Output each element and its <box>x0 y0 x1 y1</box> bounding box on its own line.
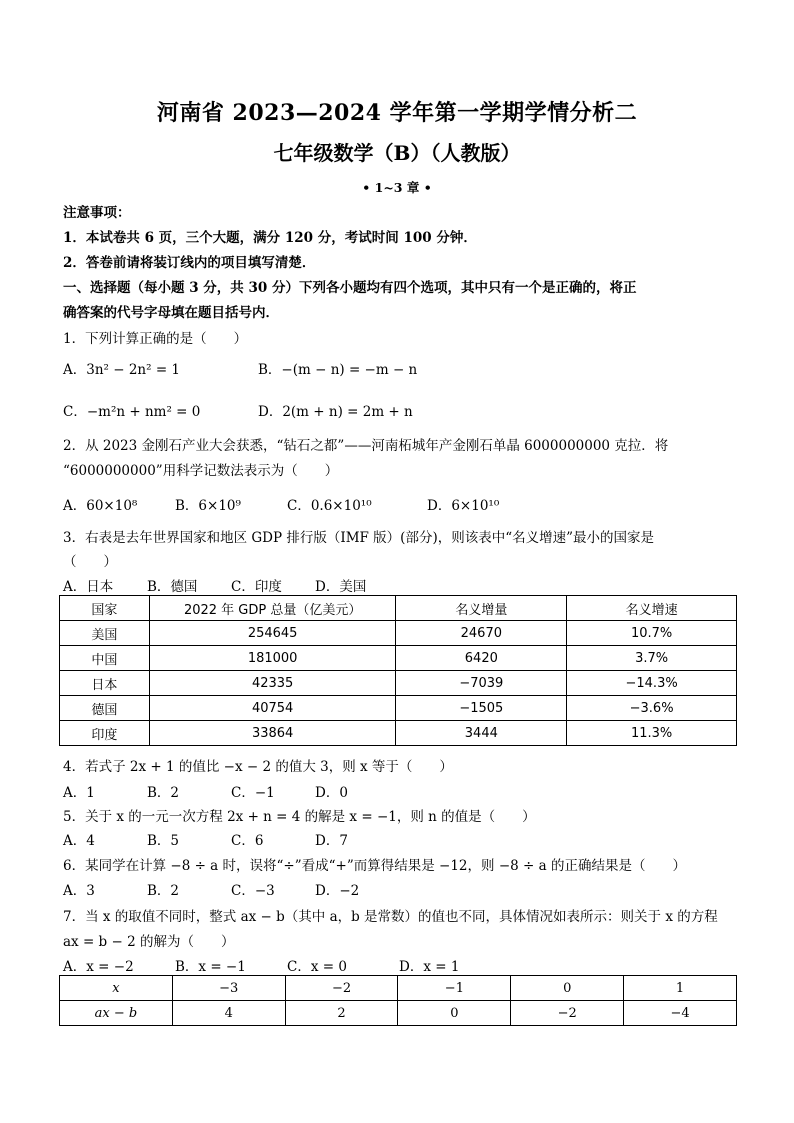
q6-option-d: D．−2 <box>315 883 360 899</box>
q1-option-a: A．3n² − 2n² = 1 <box>63 362 181 378</box>
q5-stem: 5．关于 x 的一元一次方程 2x + n = 4 的解是 x = −1，则 n 的值是（ ） <box>63 809 536 825</box>
q6-option-b: B．2 <box>147 883 180 899</box>
q7-option-d: D．x = 1 <box>399 959 460 975</box>
q4-option-c: C．−1 <box>231 785 275 801</box>
q1-option-d: D．2(m + n) = 2m + n <box>258 404 413 420</box>
table-cell: 0 <box>511 976 624 1001</box>
table-cell: −2 <box>285 976 398 1001</box>
table-cell: ax − b <box>60 1001 173 1026</box>
table-cell: 6420 <box>396 646 567 671</box>
table-row <box>60 621 737 646</box>
notes-heading: 注意事项： <box>63 205 131 221</box>
table-cell: x <box>60 976 173 1001</box>
q4-option-a: A．1 <box>63 785 95 801</box>
table-cell: −14.3% <box>567 671 737 696</box>
table-cell: 24670 <box>396 621 567 646</box>
table-cell: 中国 <box>60 646 150 671</box>
table-cell: 日本 <box>60 671 150 696</box>
q1-option-b: B．−(m − n) = −m − n <box>258 362 418 378</box>
q2-stem-line2: “6000000000”用科学记数法表示为（ ） <box>63 463 339 479</box>
q1-option-c: C．−m²n + nm² = 0 <box>63 404 201 420</box>
q2-option-d: D．6×10¹⁰ <box>427 498 500 514</box>
table-row <box>60 1001 737 1026</box>
gdp-table <box>59 595 737 746</box>
q3-stem-line2: （ ） <box>63 554 117 570</box>
q5-option-a: A．4 <box>63 833 95 849</box>
table-row <box>60 976 737 1001</box>
table-cell: 1 <box>624 976 737 1001</box>
gdp-header-increase: 名义增量 <box>396 596 567 621</box>
table-row <box>60 671 737 696</box>
q3-option-d: D．美国 <box>315 579 367 595</box>
table-cell: −3.6% <box>567 696 737 721</box>
q5-option-c: C．6 <box>231 833 264 849</box>
note-item-1: 1．本试卷共 6 页，三个大题，满分 120 分，考试时间 100 分钟． <box>63 230 477 246</box>
q3-option-c: C．印度 <box>231 579 282 595</box>
q7-option-a: A．x = −2 <box>63 959 134 975</box>
table-cell: 10.7% <box>567 621 737 646</box>
exam-title: 河南省 2023—2024 学年第一学期学情分析二 <box>156 100 638 126</box>
table-row <box>60 721 737 746</box>
table-cell: −1 <box>398 976 511 1001</box>
gdp-header-country: 国家 <box>60 596 150 621</box>
q2-stem-line1: 2．从 2023 金刚石产业大会获悉，“钻石之都”——河南柘城年产金刚石单晶 6000000000 克拉．将 <box>63 438 669 454</box>
q2-option-a: A．60×10⁸ <box>63 498 138 514</box>
table-cell: 印度 <box>60 721 150 746</box>
table-cell: 美国 <box>60 621 150 646</box>
q4-option-b: B．2 <box>147 785 180 801</box>
section1-instructions-line2: 确答案的代号字母填在题目括号内． <box>63 305 279 321</box>
table-cell: 40754 <box>149 696 396 721</box>
q3-stem-line1: 3．右表是去年世界国家和地区 GDP 排行版（IMF 版）(部分)，则该表中“名义增速”最小的国家是 <box>63 530 655 546</box>
table-cell: −2 <box>511 1001 624 1026</box>
table-cell: 11.3% <box>567 721 737 746</box>
table-cell: 254645 <box>149 621 396 646</box>
q1-stem: 1．下列计算正确的是（ ） <box>63 331 248 347</box>
table-row <box>60 646 737 671</box>
q7-stem-line2: ax = b − 2 的解为（ ） <box>63 934 235 950</box>
table-cell: 3444 <box>396 721 567 746</box>
gdp-table-header-row <box>60 596 737 621</box>
table-cell: 181000 <box>149 646 396 671</box>
table-cell: 3.7% <box>567 646 737 671</box>
q3-option-a: A．日本 <box>63 579 114 595</box>
q2-option-b: B．6×10⁹ <box>175 498 241 514</box>
table-cell: 德国 <box>60 696 150 721</box>
table-cell: 0 <box>398 1001 511 1026</box>
gdp-header-growth: 名义增速 <box>567 596 737 621</box>
q6-option-c: C．−3 <box>231 883 275 899</box>
table-cell: 2 <box>285 1001 398 1026</box>
q5-option-d: D．7 <box>315 833 348 849</box>
q4-option-d: D．0 <box>315 785 348 801</box>
q5-option-b: B．5 <box>147 833 180 849</box>
q4-stem: 4．若式子 2x + 1 的值比 −x − 2 的值大 3，则 x 等于（ ） <box>63 759 453 775</box>
chapter-range: • 1~3 章 • <box>362 180 432 195</box>
table-cell: −7039 <box>396 671 567 696</box>
table-cell: 42335 <box>149 671 396 696</box>
note-item-2: 2．答卷前请将装订线内的项目填写清楚． <box>63 255 316 271</box>
table-cell: 33864 <box>149 721 396 746</box>
table-cell: −4 <box>624 1001 737 1026</box>
q2-option-c: C．0.6×10¹⁰ <box>287 498 372 514</box>
ax-b-table <box>59 975 737 1026</box>
q6-option-a: A．3 <box>63 883 95 899</box>
table-cell: 4 <box>172 1001 285 1026</box>
q7-option-c: C．x = 0 <box>287 959 347 975</box>
q6-stem: 6．某同学在计算 −8 ÷ a 时，误将“÷”看成“+”而算得结果是 −12，则 −8 ÷ a 的正确结果是（ ） <box>63 858 686 874</box>
exam-subtitle: 七年级数学（B）（人教版） <box>273 141 521 165</box>
table-cell: −1505 <box>396 696 567 721</box>
q7-option-b: B．x = −1 <box>175 959 246 975</box>
q7-stem-line1: 7．当 x 的取值不同时，整式 ax − b（其中 a，b 是常数）的值也不同，具体情况如表所示：则关于 x 的方程 <box>63 909 718 925</box>
section1-instructions-line1: 一、选择题（每小题 3 分，共 30 分）下列各小题均有四个选项，其中只有一个是正确的，将正 <box>63 280 637 296</box>
table-cell: −3 <box>172 976 285 1001</box>
gdp-header-total: 2022 年 GDP 总量（亿美元） <box>149 596 396 621</box>
q3-option-b: B．德国 <box>147 579 198 595</box>
table-row <box>60 696 737 721</box>
